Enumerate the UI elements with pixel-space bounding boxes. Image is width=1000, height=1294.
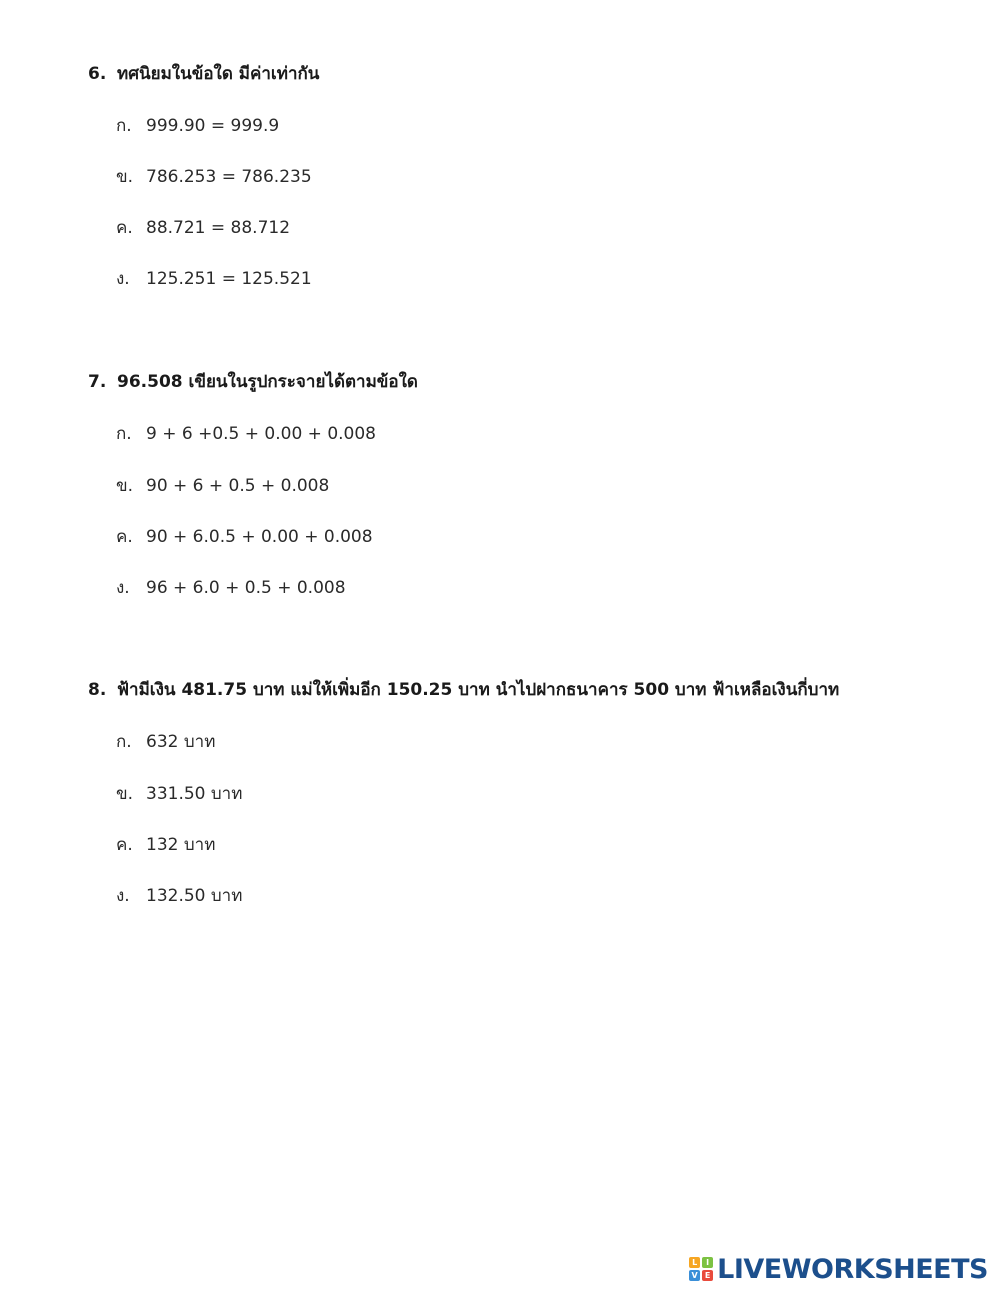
choice-option[interactable] <box>116 422 376 446</box>
choice-text: 632 บาท <box>146 732 216 752</box>
choice-letter: ข. <box>116 784 134 804</box>
choice-text: 132.50 บาท <box>146 886 243 906</box>
choice-option[interactable] <box>116 267 312 291</box>
question-title <box>88 678 968 702</box>
choice-option[interactable] <box>116 216 290 240</box>
choice-text: 90 + 6.0.5 + 0.00 + 0.008 <box>146 527 373 547</box>
choice-option[interactable] <box>116 576 346 600</box>
choice-letter: ข. <box>116 167 134 187</box>
choice-letter: ง. <box>116 269 130 289</box>
choice-text: 9 + 6 +0.5 + 0.00 + 0.008 <box>146 424 376 444</box>
question-text: 96.508 เขียนในรูปกระจายได้ตามข้อใด <box>117 372 418 392</box>
question-number: 6. <box>88 64 107 84</box>
liveworksheets-logo <box>689 1252 988 1286</box>
choice-letter: ข. <box>116 476 134 496</box>
question-title <box>88 62 968 86</box>
question-text: ทศนิยมในข้อใด มีค่าเท่ากัน <box>117 64 320 84</box>
question-number: 8. <box>88 680 107 700</box>
question-6 <box>88 62 968 289</box>
choice-text: 331.50 บาท <box>146 784 243 804</box>
choice-letter: ค. <box>116 527 133 547</box>
choice-text: 125.251 = 125.521 <box>146 269 312 289</box>
choice-text: 96 + 6.0 + 0.5 + 0.008 <box>146 578 346 598</box>
question-text: ฟ้ามีเงิน 481.75 บาท แม่ให้เพิ่มอีก 150.25 บาท นำไปฝากธนาคาร 500 บาท ฟ้าเหลือเงินกี่บาท <box>117 680 840 700</box>
choice-option[interactable] <box>116 782 242 806</box>
choice-option[interactable] <box>116 884 242 908</box>
choice-text: 786.253 = 786.235 <box>146 167 312 187</box>
choice-letter: ก. <box>116 732 132 752</box>
logo-mark-tile: L <box>689 1257 700 1268</box>
choice-text: 88.721 = 88.712 <box>146 218 291 238</box>
logo-text: LIVEWORKSHEETS <box>717 1253 988 1285</box>
question-7 <box>88 370 968 598</box>
choice-option[interactable] <box>116 114 279 138</box>
question-number: 7. <box>88 372 107 392</box>
choice-text: 90 + 6 + 0.5 + 0.008 <box>146 476 330 496</box>
question-8 <box>88 678 968 906</box>
choice-text: 132 บาท <box>146 835 216 855</box>
choice-letter: ค. <box>116 835 133 855</box>
choice-letter: ง. <box>116 886 130 906</box>
logo-mark-tile: I <box>702 1257 713 1268</box>
logo-mark-tile: E <box>702 1270 713 1281</box>
question-title <box>88 370 968 394</box>
choice-option[interactable] <box>116 525 373 549</box>
choice-option[interactable] <box>116 165 312 189</box>
choice-option[interactable] <box>116 474 329 498</box>
choice-letter: ค. <box>116 218 133 238</box>
choice-text: 999.90 = 999.9 <box>146 116 280 136</box>
choice-letter: ง. <box>116 578 130 598</box>
logo-mark-tile: V <box>689 1270 700 1281</box>
choice-letter: ก. <box>116 424 132 444</box>
choice-letter: ก. <box>116 116 132 136</box>
logo-mark-icon <box>689 1257 713 1281</box>
choice-option[interactable] <box>116 730 215 754</box>
choice-option[interactable] <box>116 833 215 857</box>
